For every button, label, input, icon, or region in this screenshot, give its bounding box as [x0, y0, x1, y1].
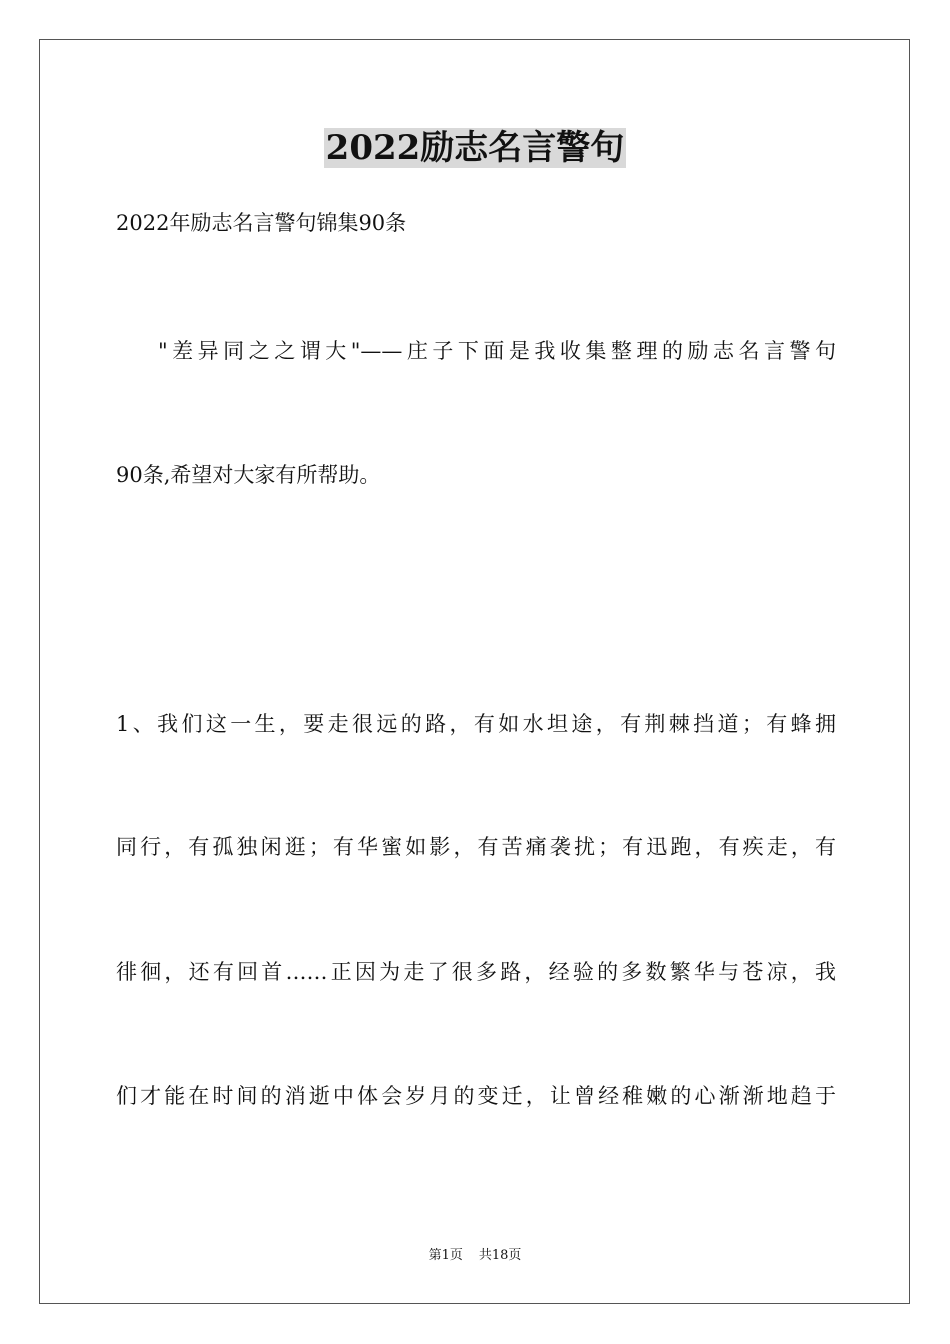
body-line-3: 徘徊，还有回首……正因为走了很多路，经验的多数繁华与苍凉，我	[116, 960, 836, 984]
footer-page-number: 第1页	[428, 1248, 463, 1263]
page-footer	[0, 1247, 950, 1265]
intro-line-1: "差异同之之谓大"——庄子下面是我收集整理的励志名言警句	[158, 339, 836, 363]
body-line-2: 同行，有孤独闲逛；有华蜜如影，有苦痛袭扰；有迅跑，有疾走，有	[116, 835, 836, 859]
document-title-text: 2022励志名言警句	[325, 128, 625, 168]
footer-total-pages: 共18页	[478, 1248, 522, 1263]
document-subtitle: 2022年励志名言警句锦集90条	[116, 211, 407, 235]
intro-line-2: 90条,希望对大家有所帮助。	[116, 463, 381, 487]
body-line-4: 们才能在时间的消逝中体会岁月的变迁，让曾经稚嫩的心渐渐地趋于	[116, 1084, 836, 1108]
document-title	[0, 126, 950, 170]
body-line-1: 1、我们这一生，要走很远的路，有如水坦途，有荆棘挡道；有蜂拥	[116, 712, 836, 736]
